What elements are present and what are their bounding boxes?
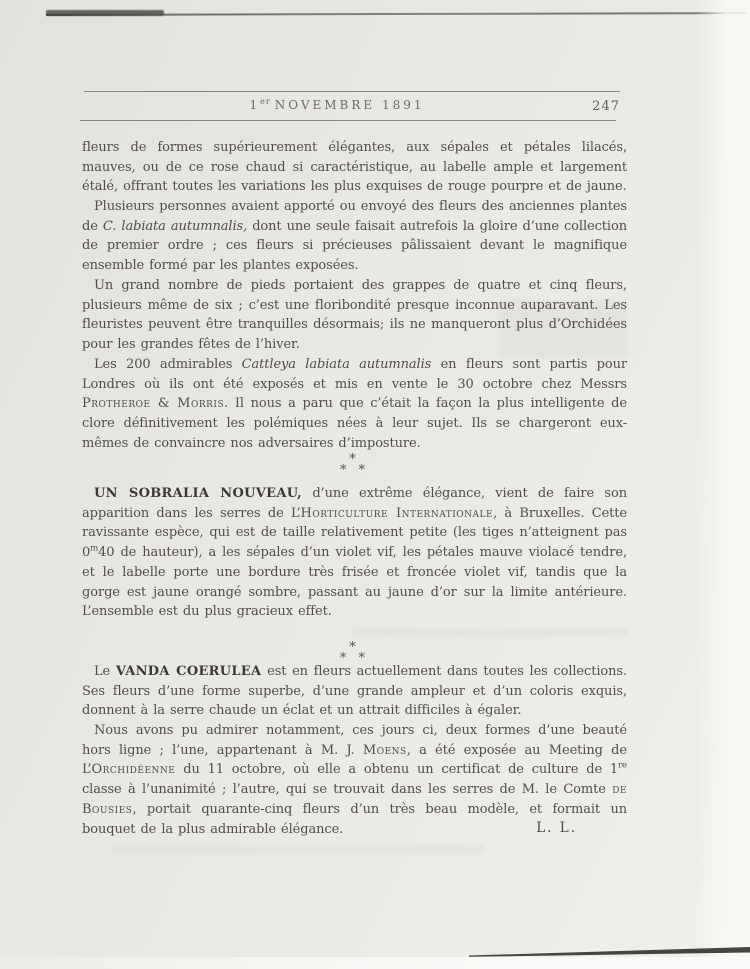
body-text: Plusieurs personnes avaient apporté ou envoyé des fleurs des anciennes plantes de (82, 199, 627, 234)
body-text: Un grand nombre de pieds portaient des grappes de quatre et cinq fleurs, plusieurs même de six ; c’est une floribondité presque inconnue auparavant. Les fleuristes peuvent être tranquilles désormais; ils ne manqueront plus d’Orchidées pour les grandes fêtes de l’hiver. (82, 278, 627, 353)
body-text: Nous avons pu admirer notamment, ces jours ci, deux formes d’une beauté hors ligne ; l’une, appartenant à M. J. (82, 723, 627, 758)
body-text: . Il nous a paru que c’était la façon la plus intelligente de clore définitivement les polémiques nées à leur sujet. Ils se chargeront eux-mêmes de convaincre nos adversaires d’imposture. (82, 396, 627, 451)
body-text: Les 200 admirables (94, 357, 242, 372)
date-ordinal-superscript: er (260, 97, 271, 106)
date-number: 1 (249, 98, 261, 112)
asterism-divider (82, 452, 627, 478)
smallcaps-name: de Bousies (82, 782, 627, 817)
body-text: 40 de hauteur), a les sépales d’un violet vif, les pétales mauve violacé tendre, et le labelle porte une bordure très frisée et froncée violet vif, tandis que la gorge est jaune orangé sombre, passant au jaune d’or sur la limite antérieure. L’ensemble est du plus gracieux effet. (82, 545, 627, 620)
body-text: en fleurs sont partis pour Londres où ils ont été exposés et mis en vente le 30 octobre chez Messrs (82, 357, 627, 392)
asterisk-top: * (349, 452, 360, 467)
paragraph (82, 484, 627, 622)
asterisk-top: * (349, 640, 360, 655)
italic-text: C. labiata autumnalis, (102, 218, 248, 234)
bold-heading-text: VANDA COERULEA (115, 664, 262, 679)
body-text: fleurs de formes supérieurement élégantes, aux sépales et pétales lilacés, mauves, ou de ce rose chaud si caractéristique, au labelle ample et largement étalé, offrant toutes les variations les plus exquises de rouge pourpre et de jaune. (82, 140, 627, 195)
paragraph (82, 276, 627, 355)
author-initials: L. L. (536, 820, 577, 836)
bold-heading-text: UN SOBRALIA NOUVEAU, (94, 486, 303, 501)
smallcaps-name: Moens (362, 742, 407, 758)
asterisk-bottom: * * (339, 651, 370, 666)
asterisk-bottom: * * (339, 463, 370, 478)
body-text: , a été exposée au Meeting de L’ (82, 742, 627, 778)
body-text: Le (94, 664, 116, 679)
italic-text: Cattleya labiata autumnalis (241, 357, 432, 372)
bottom-edge-shadow (455, 942, 750, 960)
page-edge-strip (696, 0, 750, 969)
paragraph (82, 138, 627, 197)
superscript-text: re (618, 761, 627, 772)
smallcaps-name: Protheroe & Morris (82, 396, 225, 412)
body-text: , à Bruxelles. Cette ravissante espèce, qui est de taille relativement petite (les tiges n’atteignent pas 0 (82, 505, 627, 561)
smallcaps-name: Horticulture Internationale (300, 505, 494, 521)
body-text: d’une extrême élégance, vient de faire son apparition dans les serres de L’ (82, 486, 627, 521)
date-text: NOVEMBRE 1891 (274, 98, 425, 112)
smallcaps-name: Orchidéenne (91, 762, 176, 778)
superscript-text: m (90, 543, 99, 554)
body-text: , portait quarante-cinq fleurs d’un très beau modèle, et formait un bouquet de la plus admirable élégance. (82, 801, 627, 837)
paragraph (82, 662, 627, 721)
asterism-divider (82, 640, 627, 666)
body-text: est en fleurs actuellement dans toutes les collections. Ses fleurs d’une forme superbe, d’une grande ampleur et d’un coloris exquis, donnent à la serre chaude un éclat et un attrait difficiles à égaler. (82, 664, 627, 719)
body-text: classe à l’unanimité ; l’autre, qui se trouvait dans les serres de M. le Comte (82, 782, 613, 798)
page-number: 247 (592, 99, 620, 114)
paragraph (82, 197, 627, 276)
paragraph (82, 355, 627, 454)
body-text: du 11 octobre, où elle a obtenu un certificat de culture de 1 (175, 762, 619, 778)
body-text: dont une seule faisait autrefois la gloire d’une collection de premier ordre ; ces fleurs si précieuses pâlissaient devant le magnifique ensemble formé par les plantes exposées. (82, 218, 627, 274)
